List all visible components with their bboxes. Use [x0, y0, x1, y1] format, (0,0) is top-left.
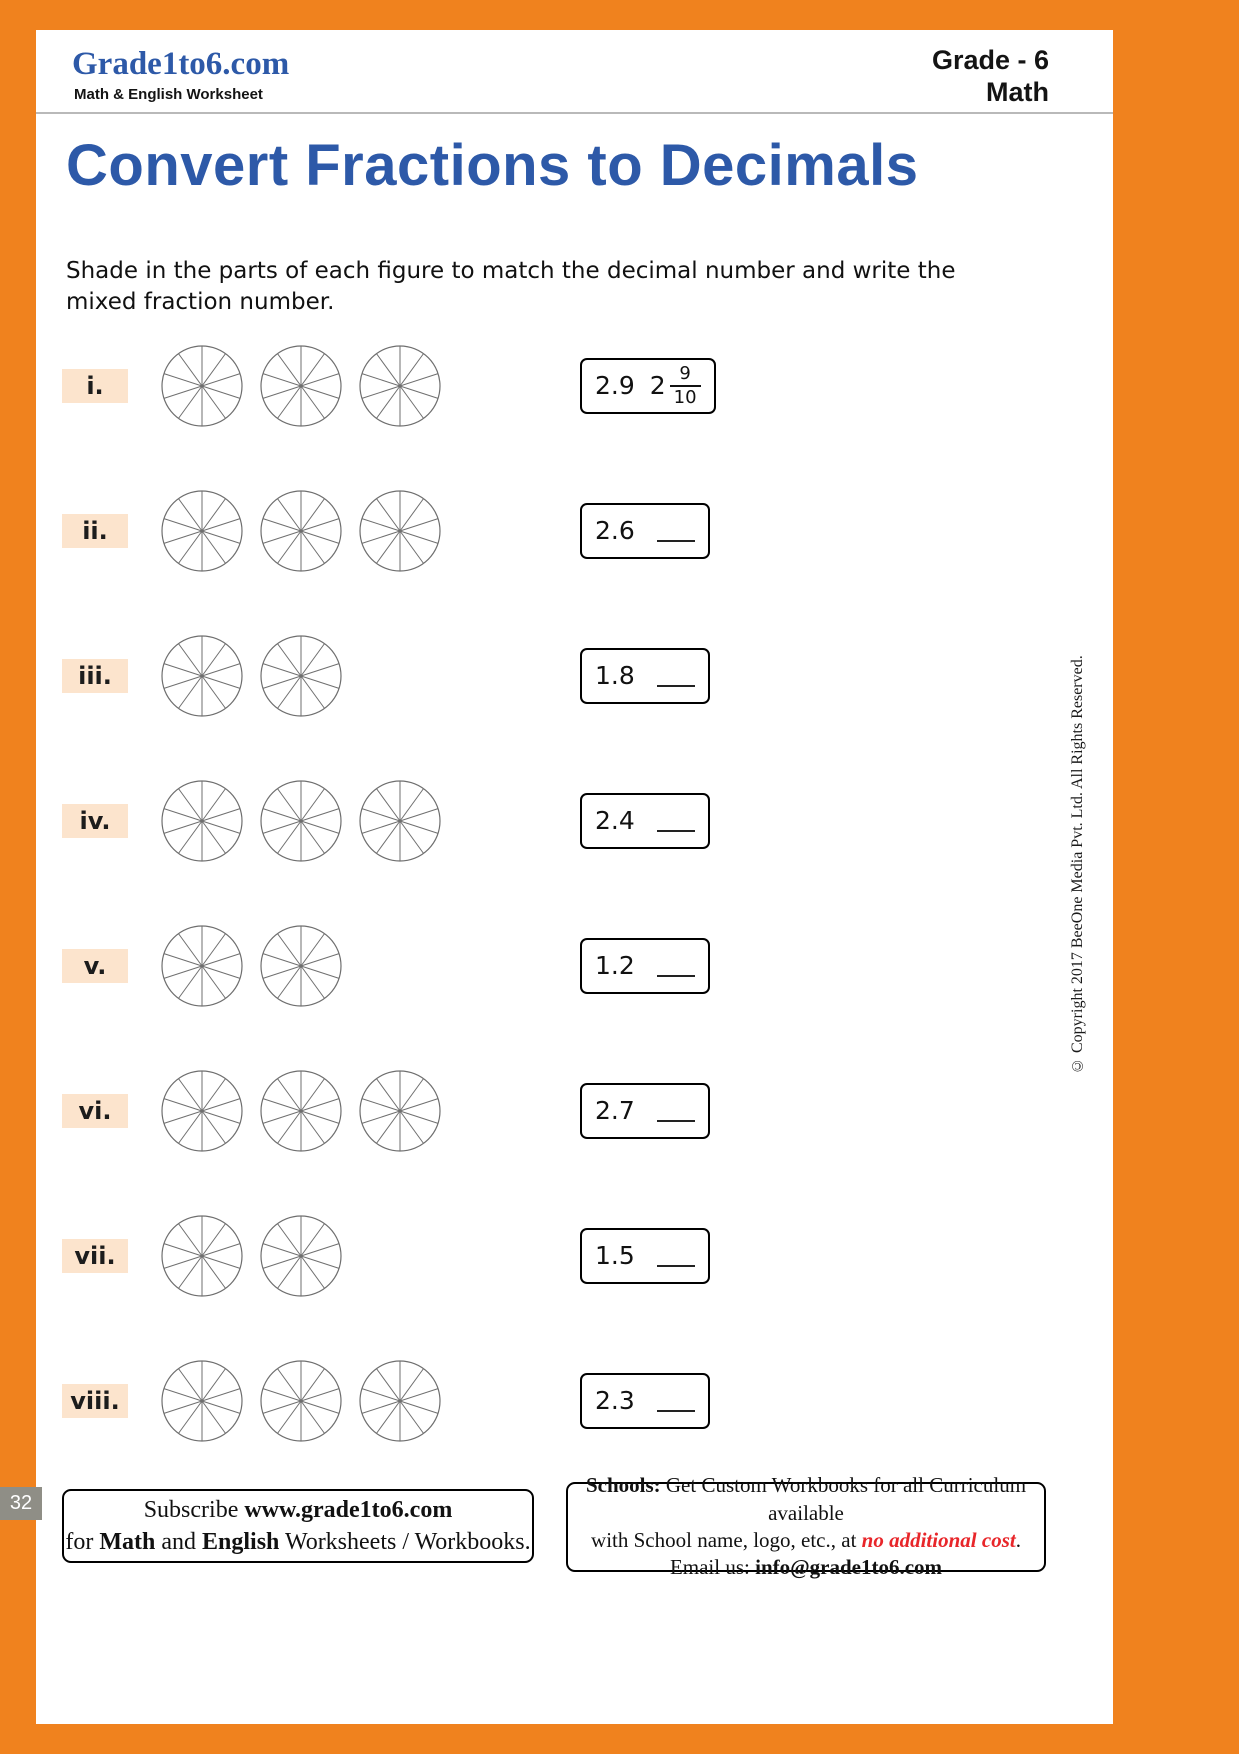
answer-box	[580, 1228, 710, 1284]
fraction-circle[interactable]	[160, 1214, 244, 1298]
page-header	[36, 30, 1113, 114]
answer-blank-line[interactable]	[657, 665, 695, 687]
fraction-circle[interactable]	[358, 779, 442, 863]
schools-box	[566, 1473, 1046, 1580]
problem-row	[36, 1038, 1113, 1183]
answer-box	[580, 358, 716, 414]
fraction-circle[interactable]	[259, 779, 343, 863]
problem-label: ii.	[62, 514, 128, 548]
worksheet-page	[36, 30, 1113, 1724]
decimal-value: 2.6	[595, 516, 635, 545]
answer-blank-line[interactable]	[657, 1390, 695, 1412]
worksheet-title: Convert Fractions to Decimals	[66, 133, 919, 198]
fraction-circle[interactable]	[160, 634, 244, 718]
answer-box	[580, 938, 710, 994]
schools-text2-end: .	[1015, 1528, 1021, 1552]
subscribe-math: Math	[99, 1529, 156, 1555]
fraction-circle[interactable]	[358, 489, 442, 573]
fraction-circle[interactable]	[259, 634, 343, 718]
answer-blank-line[interactable]	[657, 955, 695, 977]
fraction-circle[interactable]	[358, 344, 442, 428]
problem-label: i.	[62, 369, 128, 403]
answer-numerator: 9	[679, 362, 691, 384]
problem-label: vii.	[62, 1239, 128, 1273]
no-additional-cost: no additional cost	[861, 1528, 1016, 1552]
schools-label: Schools:	[585, 1473, 661, 1498]
schools-text1: Get Custom Workbooks for all Curriculum available	[660, 1473, 1027, 1525]
fraction-circles	[160, 1214, 343, 1298]
site-logo: Grade1to6.com	[72, 46, 290, 82]
subscribe-rest: Worksheets / Workbooks.	[279, 1529, 531, 1555]
decimal-value: 2.3	[595, 1386, 635, 1415]
subscribe-for: for	[65, 1529, 100, 1555]
fraction-circle[interactable]	[259, 924, 343, 1008]
decimal-value: 1.5	[595, 1241, 635, 1270]
answer-blank-line[interactable]	[657, 1100, 695, 1122]
fraction-circles	[160, 924, 343, 1008]
answer-blank-line[interactable]	[657, 520, 695, 542]
subscribe-and: and	[155, 1529, 202, 1555]
problem-row	[36, 893, 1113, 1038]
problem-label: iii.	[62, 659, 128, 693]
problem-row	[36, 603, 1113, 748]
problems-list	[36, 313, 1113, 1473]
fraction-circle[interactable]	[358, 1359, 442, 1443]
problem-label: iv.	[62, 804, 128, 838]
answer-denominator: 10	[670, 385, 701, 407]
subscribe-line1	[144, 1494, 453, 1526]
subject-label: Math	[986, 77, 1049, 108]
page-number: 32	[0, 1487, 42, 1520]
mixed-fraction-answer	[649, 362, 701, 408]
subscribe-pre: Subscribe	[143, 1496, 245, 1523]
fraction-circles	[160, 779, 442, 863]
subscribe-english: English	[202, 1529, 280, 1555]
fraction-circle[interactable]	[259, 344, 343, 428]
answer-box	[580, 1373, 710, 1429]
fraction	[670, 362, 701, 408]
subscribe-site-link[interactable]: www.grade1to6.com	[244, 1496, 453, 1523]
problem-label: vi.	[62, 1094, 128, 1128]
fraction-circle[interactable]	[259, 1359, 343, 1443]
fraction-circles	[160, 489, 442, 573]
copyright-vertical: © Copyright 2017 BeeOne Media Pvt. Ltd. All Rights Reserved.	[1069, 655, 1086, 1075]
problem-row	[36, 1328, 1113, 1473]
fraction-circle[interactable]	[160, 1069, 244, 1153]
email-link[interactable]: info@grade1to6.com	[755, 1555, 943, 1580]
decimal-value: 2.4	[595, 806, 635, 835]
fraction-circle[interactable]	[160, 489, 244, 573]
grade-label: Grade - 6	[931, 45, 1049, 75]
answer-box	[580, 1083, 710, 1139]
decimal-value: 2.9	[595, 371, 635, 400]
schools-line2	[591, 1527, 1021, 1554]
schools-line3	[670, 1554, 942, 1581]
logo-tagline: Math & English Worksheet	[74, 86, 263, 103]
answer-whole: 2	[649, 371, 666, 400]
fraction-circle[interactable]	[358, 1069, 442, 1153]
answer-box	[580, 503, 710, 559]
grade-block	[932, 44, 1049, 109]
fraction-circle[interactable]	[160, 344, 244, 428]
subscribe-box	[62, 1489, 534, 1563]
problem-row	[36, 748, 1113, 893]
fraction-circle[interactable]	[259, 1214, 343, 1298]
fraction-circle[interactable]	[160, 924, 244, 1008]
fraction-circle[interactable]	[259, 1069, 343, 1153]
instructions-text: Shade in the parts of each figure to match the decimal number and write the mixed fraction number.	[66, 258, 956, 316]
fraction-circles	[160, 1359, 442, 1443]
fraction-circles	[160, 1069, 442, 1153]
email-pre: Email us:	[669, 1555, 756, 1580]
subscribe-line2	[65, 1526, 530, 1558]
decimal-value: 1.8	[595, 661, 635, 690]
decimal-value: 2.7	[595, 1096, 635, 1125]
fraction-circle[interactable]	[160, 1359, 244, 1443]
problem-label: v.	[62, 949, 128, 983]
answer-box	[580, 793, 710, 849]
problem-row	[36, 313, 1113, 458]
fraction-circles	[160, 344, 442, 428]
decimal-value: 1.2	[595, 951, 635, 980]
schools-text2: with School name, logo, etc., at	[591, 1528, 862, 1552]
answer-box	[580, 648, 710, 704]
fraction-circle[interactable]	[259, 489, 343, 573]
problem-row	[36, 1183, 1113, 1328]
problem-label: viii.	[62, 1384, 128, 1418]
answer-blank-line[interactable]	[657, 1245, 695, 1267]
fraction-circle[interactable]	[160, 779, 244, 863]
schools-line1	[568, 1472, 1044, 1527]
problem-row	[36, 458, 1113, 603]
fraction-circles	[160, 634, 343, 718]
answer-blank-line[interactable]	[657, 810, 695, 832]
